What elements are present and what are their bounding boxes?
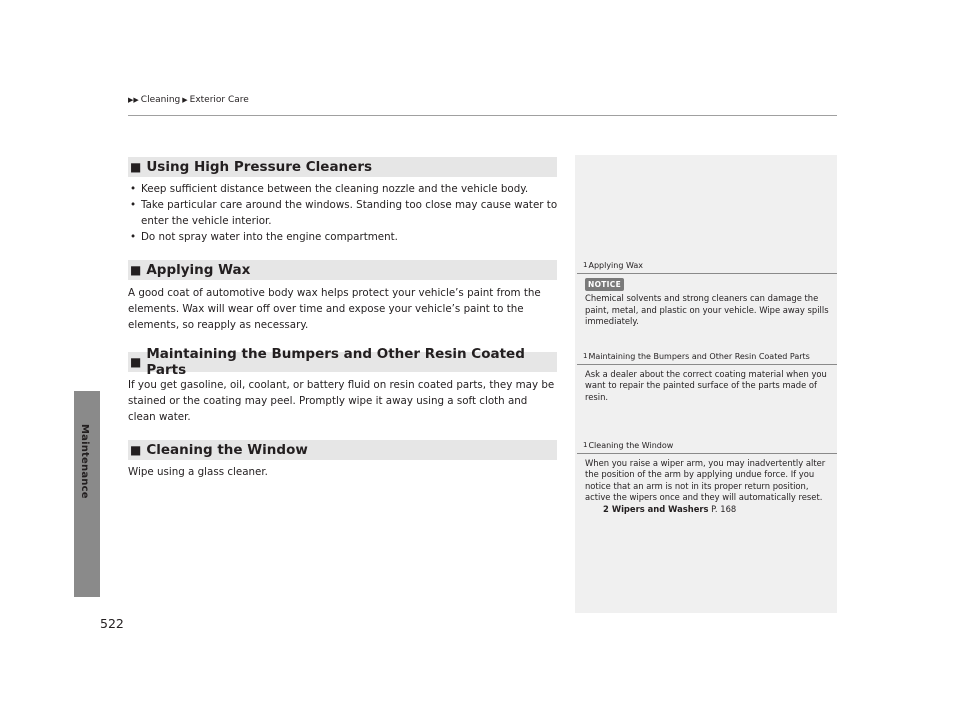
section-title: Using High Pressure Cleaners [146,159,373,175]
window-paragraph [128,464,558,480]
section-square-icon: ■ [130,443,142,457]
breadcrumb-subsection[interactable]: Exterior Care [189,95,249,105]
section-title: Cleaning the Window [146,442,308,458]
xref-label[interactable]: Wipers and Washers [611,503,709,514]
section-title: Applying Wax [146,262,251,278]
section-title: Maintaining the Bumpers and Other Resin Coated Parts [146,346,525,378]
section-heading-window [128,440,557,460]
cross-reference[interactable] [585,504,831,515]
section-square-icon: ■ [130,263,142,277]
note-body [577,454,837,515]
note-title-text: Maintaining the Bumpers and Other Resin Coated Parts [588,351,810,361]
list-item: • Do not spray water into the engine compartment. [128,229,558,245]
note-applying-wax [577,259,837,328]
note-title-text: Cleaning the Window [588,440,674,450]
breadcrumb-arrows-icon: ▶▶ [128,96,139,104]
side-tab-label: Maintenance [79,424,90,499]
note-text: Ask a dealer about the correct coating material when you want to repair the painted surface of the parts made of resin. [585,369,827,402]
high-pressure-list [128,181,558,245]
note-cleaning-window [577,439,837,515]
xref-arrow-icon: 2 [603,503,609,514]
list-item: • Take particular care around the windows. Standing too close may cause water to enter the vehicle interior. [128,197,558,229]
paragraph: If you get gasoline, oil, coolant, or battery fluid on resin coated parts, they may be stained or the coating may peel. Promptly wipe it away using a soft cloth and clean water. [128,379,555,423]
section-heading-high-pressure [128,157,557,177]
note-title [577,350,837,362]
note-number: 1 [583,261,588,269]
note-bumpers [577,350,837,403]
note-title [577,439,837,451]
notice-badge: NOTICE [585,278,624,291]
paragraph: A good coat of automotive body wax helps protect your vehicle’s paint from the elements. Wax will wear off over time and expose your vehicle’s paint to the elements, so reapply as necessary. [128,287,541,331]
breadcrumb-section[interactable]: Cleaning [140,95,181,105]
note-title [577,259,837,271]
note-body [577,365,837,403]
breadcrumb-separator-icon: ▶ [182,96,188,104]
bumpers-paragraph [128,377,558,425]
note-number: 1 [583,441,588,449]
list-item: • Keep sufficient distance between the cleaning nozzle and the vehicle body. [128,181,558,197]
breadcrumb [128,95,249,105]
wax-paragraph [128,285,558,333]
xref-page[interactable]: P. 168 [711,503,737,514]
header-rule [128,115,837,116]
note-text: Chemical solvents and strong cleaners can damage the paint, metal, and plastic on your vehicle. Wipe away spills immediately. [585,293,829,327]
note-number: 1 [583,352,588,360]
section-heading-wax [128,260,557,280]
page-number: 522 [100,616,124,631]
section-square-icon: ■ [130,160,142,174]
note-title-text: Applying Wax [588,260,644,270]
note-body [577,274,837,328]
section-square-icon: ■ [130,355,142,369]
section-heading-bumpers [128,346,557,378]
note-text: When you raise a wiper arm, you may inadvertently alter the position of the arm by applying undue force. If you notice that an arm is not in its proper return position, active the wipers once and they will automatically reset. [585,458,826,503]
paragraph: Wipe using a glass cleaner. [128,466,268,478]
